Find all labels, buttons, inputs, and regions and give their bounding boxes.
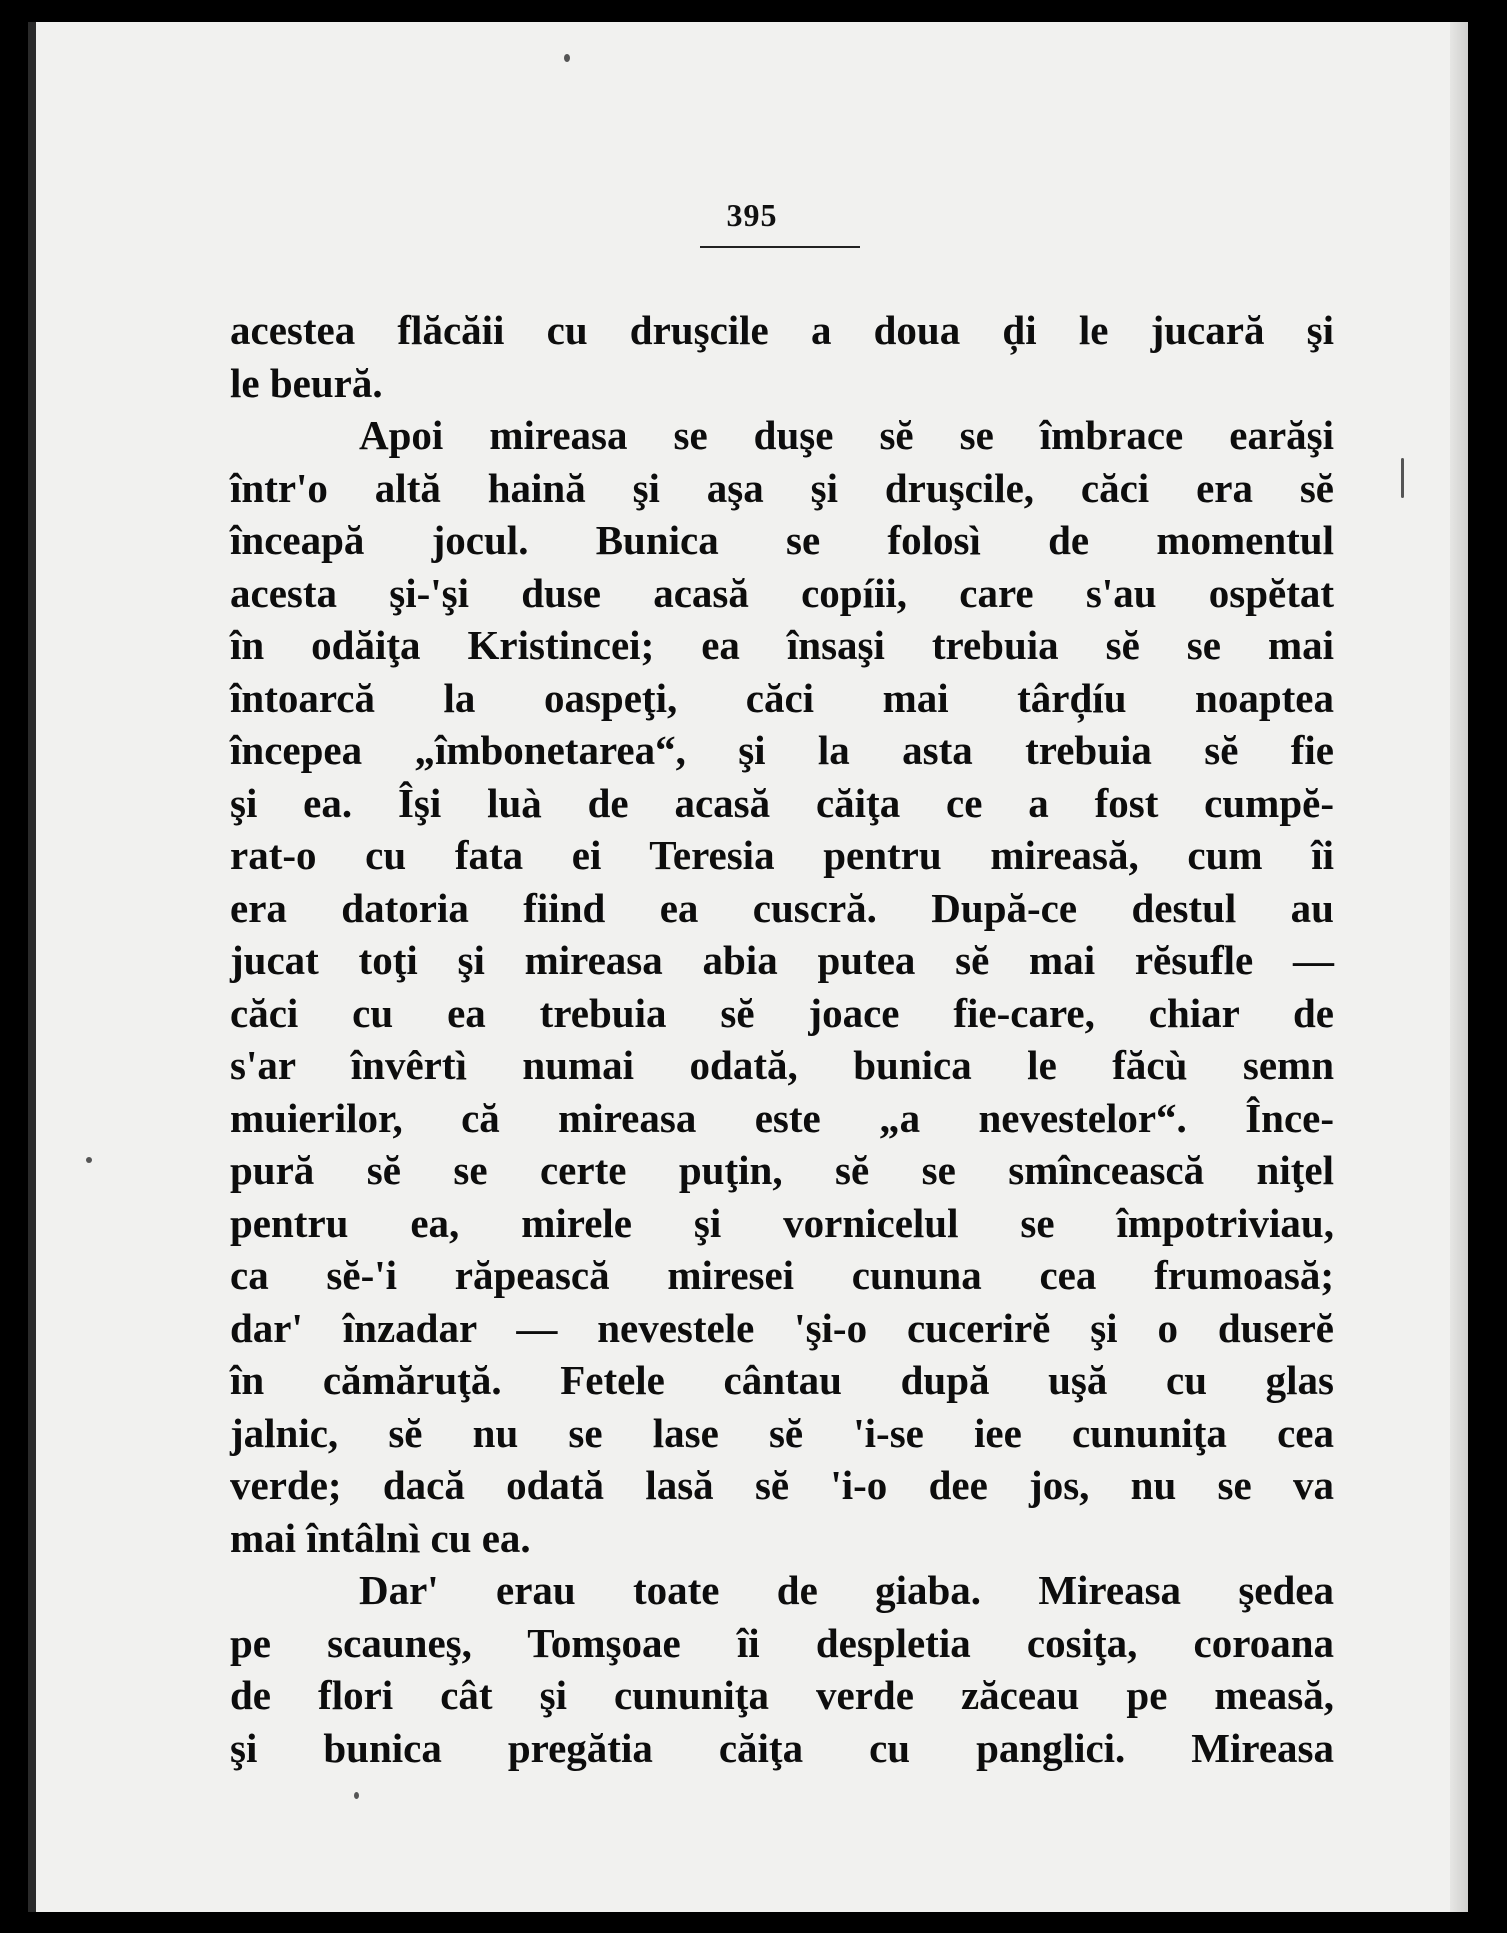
text-line: şi ea. Îşi luà de acasă căiţa ce a fost cumpĕ- (230, 779, 1334, 826)
text-line: într'o altă haină şi aşa şi druşcile, căci era sĕ (230, 464, 1334, 511)
print-speck (354, 1792, 359, 1799)
text-line: pentru ea, mirele şi vornicelul se împotriviau, (230, 1199, 1334, 1246)
text-line: jalnic, sĕ nu se lase sĕ 'i-se iee cununiţa cea (230, 1409, 1334, 1456)
body-text (230, 304, 1334, 1774)
text-line: înceapă jocul. Bunica se folosì de momentul (230, 517, 1334, 563)
text-line: rat-o cu fata ei Teresia pentru mireasă, cum îi (230, 832, 1334, 878)
text-line: era datoria fiind ea cuscră. După-ce destul au (230, 884, 1334, 931)
text-line: în odăiţa Kristincei; ea însaşi trebuia sĕ se mai (230, 622, 1334, 668)
text-line: Apoi mireasa se duşe sĕ se îmbrace earăşi (359, 412, 1334, 458)
text-line: pe scauneş, Tomşoae îi despletia cosiţa, coroana (230, 1619, 1334, 1666)
text-line: jucat toţi şi mireasa abia putea sĕ mai rĕsufle — (230, 937, 1334, 983)
page-number: 395 (726, 197, 778, 233)
text-line: verde; dacă odată lasă sĕ 'i-o dee jos, nu se va (230, 1462, 1334, 1508)
print-speck (1401, 458, 1404, 498)
book-page (28, 22, 1468, 1912)
text-line: de flori cât şi cununiţa verde zăceau pe measă, (230, 1672, 1334, 1718)
paragraph (230, 1564, 1334, 1774)
text-line: pură sĕ se certe puţin, sĕ se smîncească niţel (230, 1147, 1334, 1193)
text-line: acesta şi-'şi duse acasă copíii, care s'au ospĕtat (230, 569, 1334, 616)
text-line: ca sĕ-'i răpească miresei cununa cea frumoasă; (230, 1252, 1334, 1298)
print-speck (86, 1157, 92, 1163)
text-line: în cămăruţă. Fetele cântau după uşă cu glas (230, 1357, 1334, 1403)
paragraph (230, 409, 1334, 1564)
text-line: s'ar învêrtì numai odată, bunica le făcù semn (230, 1042, 1334, 1088)
text-line: acestea flăcăii cu druşcile a doua ḑi le jucară şi (230, 307, 1334, 353)
paragraph (230, 304, 1334, 409)
text-line: mai întâlnì cu ea. (230, 1514, 531, 1561)
text-line: întoarcă la oaspeţi, căci mai târḑíu noaptea (230, 674, 1334, 721)
print-speck (564, 54, 570, 62)
text-line: le beură. (230, 359, 383, 406)
page-edge-shadow (1450, 22, 1468, 1912)
text-line: căci cu ea trebuia sĕ joace fie-care, chiar de (230, 989, 1334, 1036)
text-line: muierilor, că mireasa este „a nevestelor“. Înce- (230, 1094, 1334, 1141)
text-line: dar' înzadar — nevestele 'şi-o cucerirĕ şi o duserĕ (230, 1304, 1334, 1351)
text-line: Dar' erau toate de giaba. Mireasa şedea (359, 1567, 1334, 1613)
text-line: şi bunica pregătia căiţa cu panglici. Mireasa (230, 1724, 1334, 1771)
page-number-underline (700, 246, 860, 248)
text-line: începea „îmbonetarea“, şi la asta trebuia sĕ fie (230, 727, 1334, 773)
